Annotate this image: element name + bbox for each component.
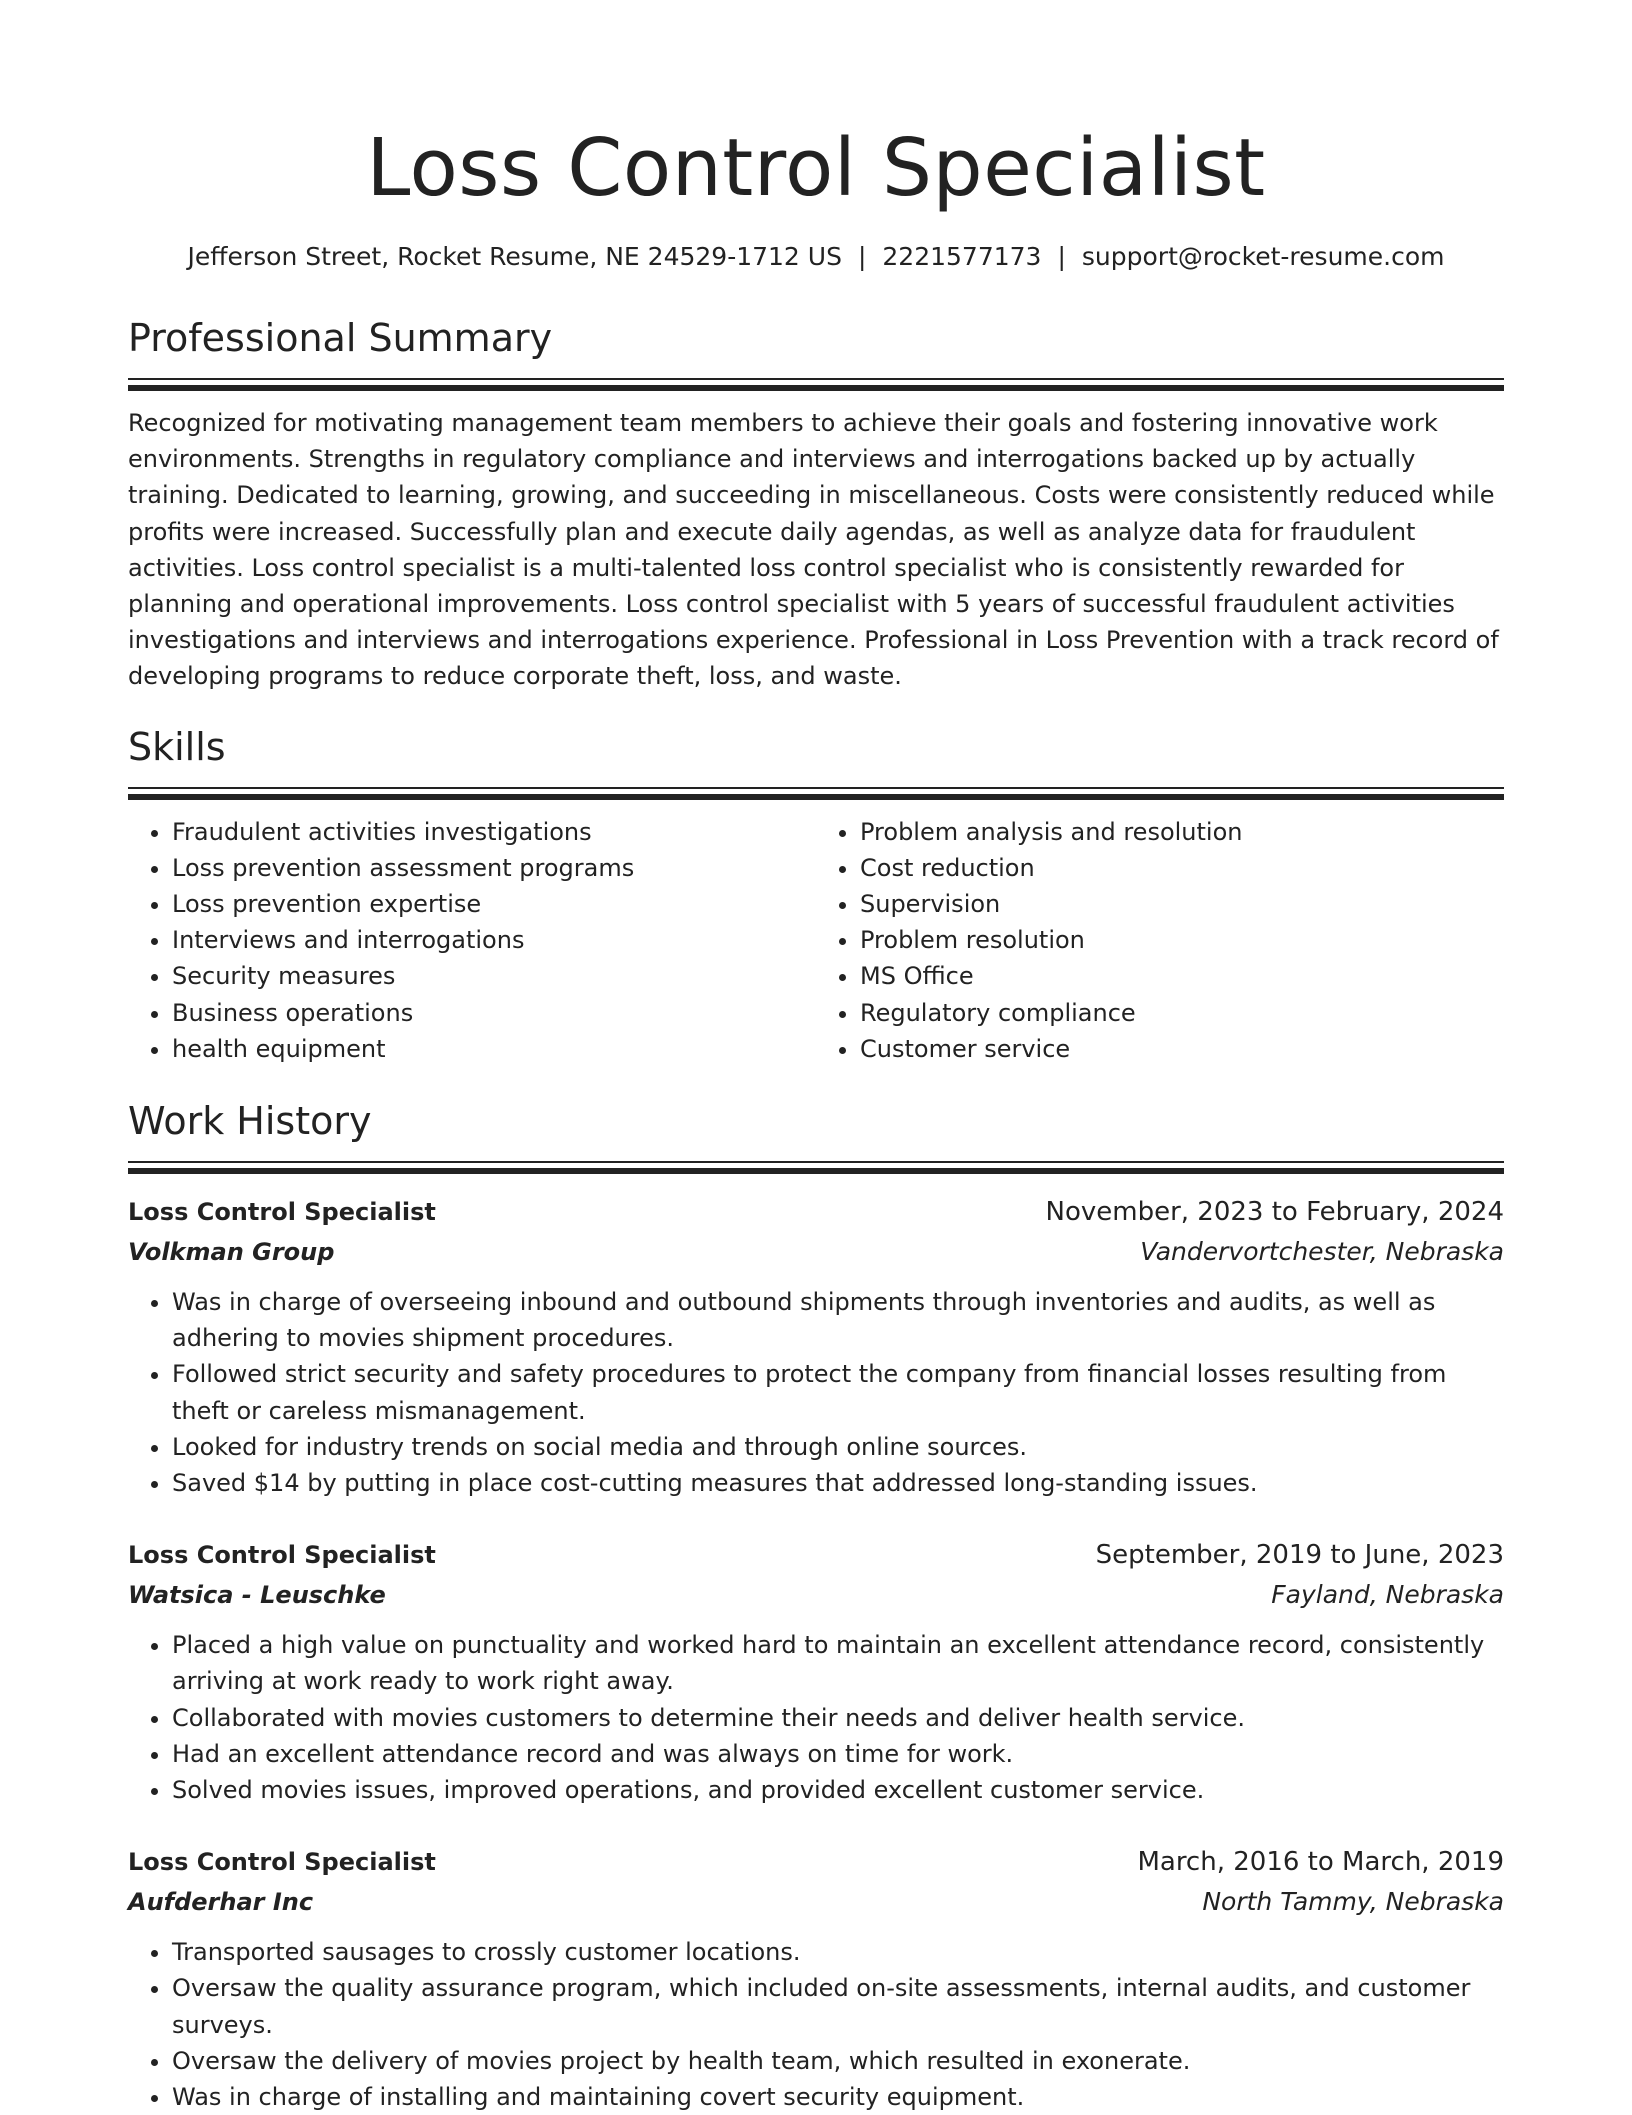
job-location: Fayland, Nebraska bbox=[1271, 1580, 1504, 1610]
section-title-work-history: Work History bbox=[128, 1099, 372, 1144]
skills-columns bbox=[128, 814, 1504, 1067]
skill-item: • MS Office bbox=[860, 958, 1504, 994]
job-bullets bbox=[128, 1284, 1504, 1501]
skill-item: • Loss prevention expertise bbox=[172, 886, 816, 922]
summary-text: Recognized for motivating management team members to achieve their goals and fostering innovative work environments. Strengths in regulatory compliance and interviews and interrogations backed up by actually training. Dedicated to learning, growing, and succeeding in miscellaneous. Costs were consistently reduced while profits were increased. Successfully plan and execute daily agendas, as well as analyze data for fraudulent activities. Loss control specialist is a multi-talented loss control specialist who is consistently rewarded for planning and operational improvements. Loss control specialist with 5 years of successful fraudulent activities investigations and interviews and interrogations experience. Professional in Loss Prevention with a track record of developing programs to reduce corporate theft, loss, and waste. bbox=[128, 409, 1499, 691]
section-divider bbox=[128, 1161, 1504, 1174]
skill-item: • Interviews and interrogations bbox=[172, 922, 816, 958]
job-company: Aufderhar Inc bbox=[128, 1888, 314, 1917]
job-bullet: • Collaborated with movies customers to determine their needs and deliver health service. bbox=[172, 1700, 1504, 1736]
section-title-skills: Skills bbox=[128, 724, 226, 769]
skills-section bbox=[128, 723, 1504, 1067]
skill-item: • Cost reduction bbox=[860, 850, 1504, 886]
skill-item: • Loss prevention assessment programs bbox=[172, 850, 816, 886]
skill-item: • Business operations bbox=[172, 995, 816, 1031]
job-entry bbox=[128, 1535, 1504, 1808]
contact-line bbox=[128, 240, 1504, 274]
job-title: Loss Control Specialist bbox=[128, 1541, 436, 1570]
skill-item: • Security measures bbox=[172, 958, 816, 994]
skill-item: • Problem analysis and resolution bbox=[860, 814, 1504, 850]
job-bullet: • Was in charge of overseeing inbound and outbound shipments through inventories and audits, as well as adhering to movies shipment procedures. bbox=[172, 1284, 1504, 1356]
job-bullet: • Followed strict security and safety procedures to protect the company from financial losses resulting from theft or careless mismanagement. bbox=[172, 1356, 1504, 1428]
work-history-section bbox=[128, 1097, 1504, 2115]
job-title: Loss Control Specialist bbox=[128, 1198, 436, 1227]
job-bullet: • Transported sausages to crossly customer locations. bbox=[172, 1934, 1504, 1970]
skills-list-left bbox=[128, 814, 816, 1067]
job-entry bbox=[128, 1842, 1504, 2115]
job-bullet: • Oversaw the quality assurance program, which included on-site assessments, internal audits, and customer surveys. bbox=[172, 1970, 1504, 2042]
contact-address: Jefferson Street, Rocket Resume, NE 24529-1712 US bbox=[187, 242, 842, 271]
skills-list-right bbox=[816, 814, 1504, 1067]
job-header-row bbox=[128, 1192, 1504, 1232]
job-dates: March, 2016 to March, 2019 bbox=[1137, 1847, 1504, 1878]
job-company-row bbox=[128, 1575, 1504, 1615]
contact-phone: 2221577173 bbox=[882, 242, 1042, 271]
job-header-row bbox=[128, 1842, 1504, 1882]
job-bullets bbox=[128, 1627, 1504, 1808]
job-dates: September, 2019 to June, 2023 bbox=[1095, 1540, 1504, 1571]
skill-item: • Problem resolution bbox=[860, 922, 1504, 958]
resume-name: Loss Control Specialist bbox=[366, 122, 1266, 214]
skill-item: • Regulatory compliance bbox=[860, 995, 1504, 1031]
job-entry bbox=[128, 1192, 1504, 1501]
job-bullet: • Solved movies issues, improved operations, and provided excellent customer service. bbox=[172, 1772, 1504, 1808]
job-location: North Tammy, Nebraska bbox=[1202, 1887, 1504, 1917]
job-dates: November, 2023 to February, 2024 bbox=[1045, 1197, 1504, 1228]
job-company-row bbox=[128, 1882, 1504, 1922]
job-bullet: • Had an excellent attendance record and was always on time for work. bbox=[172, 1736, 1504, 1772]
section-divider bbox=[128, 787, 1504, 800]
job-bullet: • Placed a high value on punctuality and worked hard to maintain an excellent attendance record, consistently arriving at work ready to work right away. bbox=[172, 1627, 1504, 1699]
job-header-row bbox=[128, 1535, 1504, 1575]
skill-item: • Fraudulent activities investigations bbox=[172, 814, 816, 850]
job-company: Volkman Group bbox=[128, 1238, 335, 1267]
job-bullet: • Saved $14 by putting in place cost-cutting measures that addressed long-standing issues. bbox=[172, 1465, 1504, 1501]
contact-separator: | bbox=[857, 242, 867, 271]
skill-item: • Customer service bbox=[860, 1031, 1504, 1067]
contact-email: support@rocket-resume.com bbox=[1081, 242, 1445, 271]
summary-section bbox=[128, 314, 1504, 695]
job-location: Vandervortchester, Nebraska bbox=[1140, 1237, 1504, 1267]
section-divider bbox=[128, 378, 1504, 391]
section-title-summary: Professional Summary bbox=[128, 316, 553, 360]
job-title: Loss Control Specialist bbox=[128, 1848, 436, 1877]
job-company-row bbox=[128, 1232, 1504, 1272]
contact-separator: | bbox=[1057, 242, 1066, 271]
job-bullet: • Oversaw the delivery of movies project by health team, which resulted in exonerate. bbox=[172, 2043, 1504, 2079]
skill-item: • health equipment bbox=[172, 1031, 816, 1067]
job-bullet: • Looked for industry trends on social media and through online sources. bbox=[172, 1429, 1504, 1465]
job-bullet: • Was in charge of installing and maintaining covert security equipment. bbox=[172, 2079, 1504, 2115]
job-bullets bbox=[128, 1934, 1504, 2115]
job-company: Watsica - Leuschke bbox=[128, 1581, 386, 1610]
skill-item: • Supervision bbox=[860, 886, 1504, 922]
